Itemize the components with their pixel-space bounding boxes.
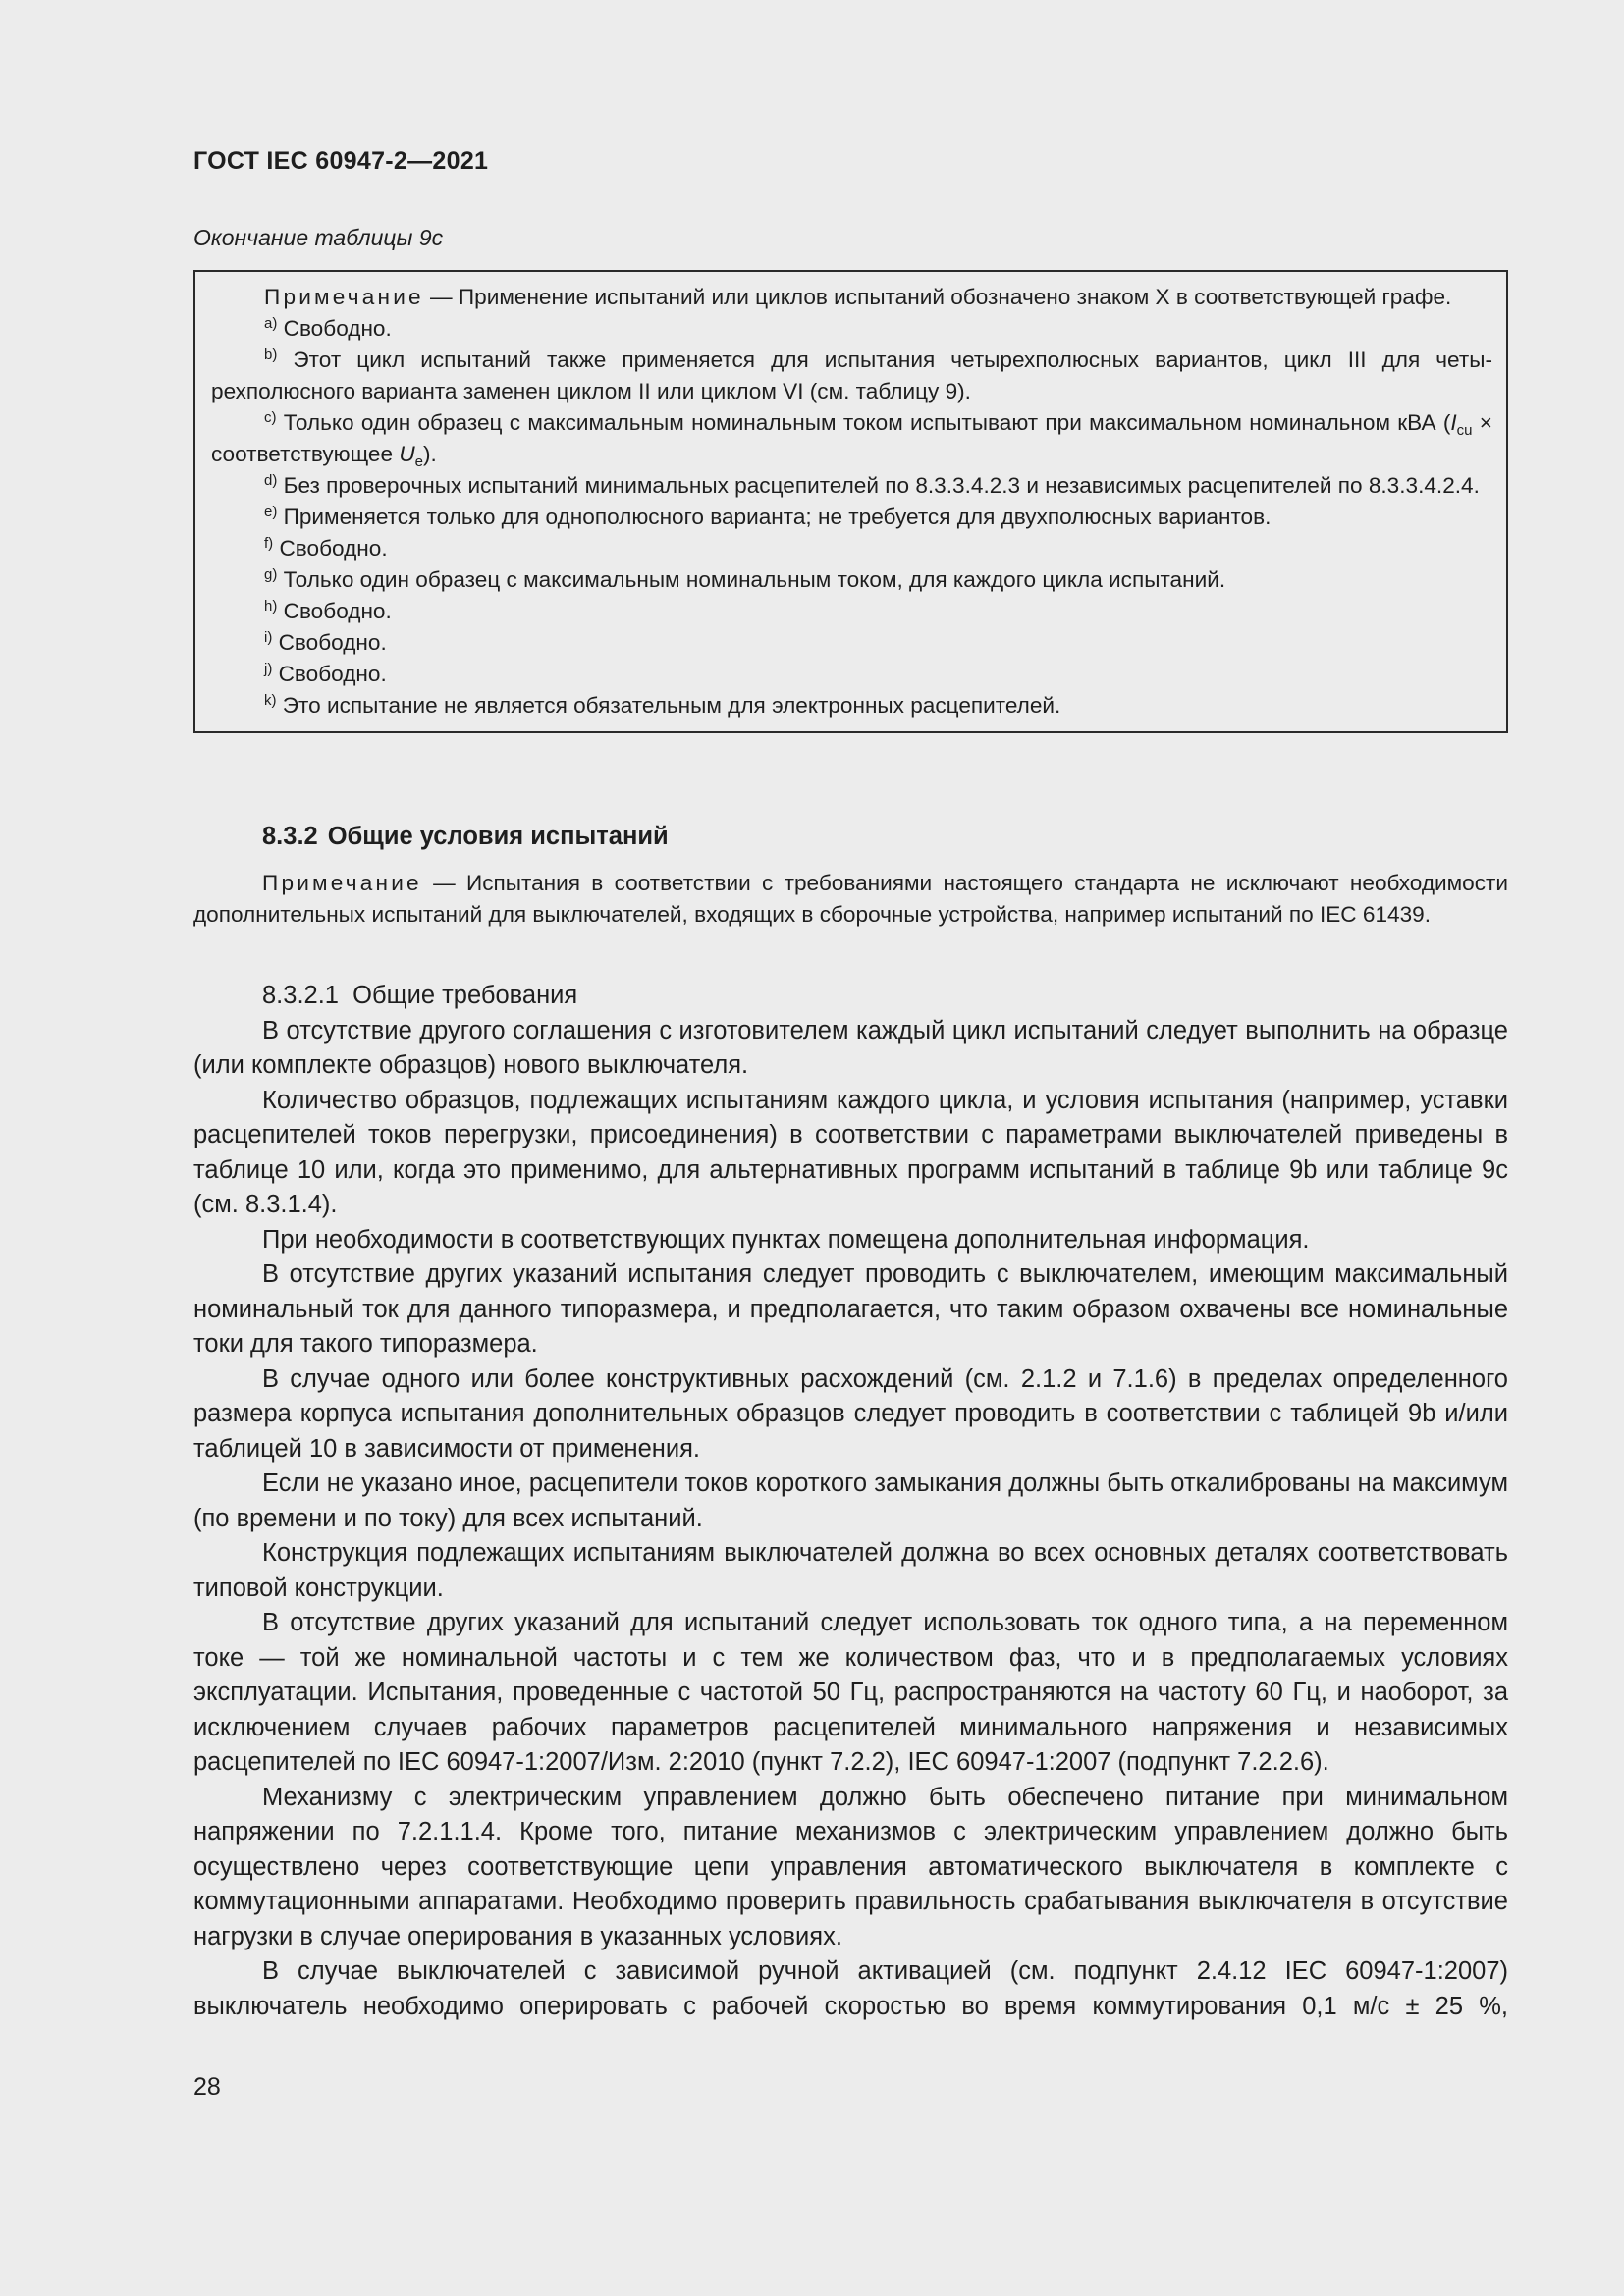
note-label: Примечание <box>264 285 424 309</box>
table-note <box>211 282 1492 313</box>
icu-subscript: cu <box>1456 422 1473 439</box>
footnote-j <box>211 659 1492 690</box>
footnote-text: Свободно. <box>272 662 387 686</box>
footnote-text: Свободно. <box>272 630 387 655</box>
subsection-title: Общие требования <box>352 982 578 1009</box>
paragraph: В отсутствие других указаний для испытаний следует использовать ток одного типа, а на переменном токе — той же номинальной частоты и с тем же количеством фаз, что и в предполагаемых условиях эксплуатации. Испытания, проведенные с частотой 50 Гц, распространяются на частоту 60 Гц, и наоборот, за исключением случаев рабочих параметров расцепителей минимального напряжения и независимых расцепителей по IEC 60947-1:2007/Изм. 2:2010 (пункт 7.2.2), IEC 60947-1:2007 (подпункт 7.2.2.6). <box>193 1609 1508 1776</box>
section-number: 8.3.2 <box>262 823 318 850</box>
ue-symbol: U <box>399 442 415 466</box>
page-number: 28 <box>193 2073 221 2101</box>
footnote-text: Свободно. <box>277 316 392 341</box>
paragraph: В случае выключателей с зависимой ручной активацией (см. подпункт 2.4.12 IEC 60947-1:2007) выключатель необходимо оперировать с рабочей скоростью во время коммутирования 0,1 м/с ± 25 %, <box>193 1957 1508 2020</box>
footnote-mark: i) <box>264 629 273 646</box>
footnote-text: Это испытание не является обязательным для электронных расцепителей. <box>276 693 1061 718</box>
footnote-text: Только один образец с максимальным номинальным током, для каждого цикла испытаний. <box>277 567 1226 592</box>
footnote-mark: g) <box>264 566 278 583</box>
table-note-box <box>193 270 1508 733</box>
footnote-mark: f) <box>264 535 274 552</box>
footnote-text: Свободно. <box>273 536 388 561</box>
table-continuation-caption: Окончание таблицы 9с <box>193 225 444 250</box>
footnote-f <box>211 533 1492 564</box>
footnote-i <box>211 627 1492 659</box>
footnote-g <box>211 564 1492 596</box>
footnote-mark: h) <box>264 598 278 614</box>
paragraph: В отсутствие другого соглашения с изготовителем каждый цикл испытаний следует выполнить на образце (или комплекте образцов) нового выключателя. <box>193 1016 1508 1079</box>
footnote-mark: a) <box>264 315 278 332</box>
footnote-d <box>211 470 1492 502</box>
note-text: — Применение испытаний или циклов испытаний обозначено знаком Х в соответствующей графе. <box>423 285 1452 309</box>
paragraph: При необходимости в соответствующих пунктах помещена дополнительная информация. <box>262 1225 1310 1254</box>
section-note <box>193 868 1508 931</box>
footnote-text: Без проверочных испытаний минимальных расцепителей по 8.3.3.4.2.3 и независимых расцепителей по 8.3.3.4.2.4. <box>277 473 1480 498</box>
footnote-mark: d) <box>264 472 278 489</box>
footnote-text: ). <box>423 442 437 466</box>
footnote-mark: k) <box>264 692 277 709</box>
paragraph: Если не указано иное, расцепители токов короткого замыкания должны быть откалиброваны на максимум (по времени и по току) для всех испытаний. <box>193 1469 1508 1532</box>
footnote-mark: c) <box>264 409 277 426</box>
note-label: Примечание <box>262 871 422 895</box>
paragraph: Количество образцов, подлежащих испытаниям каждого цикла, и условия испытания (например, уставки расцепителей токов перегрузки, присоединения) в соответствии с параметрами выключателей приведены в таблице 10 или, когда это применимо, для альтернативных программ испытаний в таблице 9b или таблице 9с (см. 8.3.1.4). <box>193 1086 1508 1218</box>
footnote-c <box>211 407 1492 470</box>
section-title: Общие условия испытаний <box>327 823 669 850</box>
note-text: — Испытания в соответствии с требованиями настоящего стандарта не исключают необходимости дополнительных испытаний для выключателей, входящих в сборочные устройства, например испытаний по IEC 61439. <box>193 871 1508 927</box>
subsection-heading <box>193 979 1508 1014</box>
footnote-text: Свободно. <box>277 599 392 623</box>
paragraph: В случае одного или более конструктивных расхождений (см. 2.1.2 и 7.1.6) в пределах определенного размера корпуса испытания дополнительных образцов следует проводить в соответствии с таблицей 9b и/или таблицей 10 в зависимости от применения. <box>193 1364 1508 1463</box>
footnote-a <box>211 313 1492 345</box>
paragraph: Механизму с электрическим управлением должно быть обеспечено питание при минимальном напряжении по 7.2.1.1.4. Кроме того, питание механизмов с электрическим управлением должно быть осуществлено через соответствующие цепи управления автоматического выключателя в комплекте с коммутационными аппаратами. Необходимо проверить правильность срабатывания выключателя в отсутствие нагрузки в случае оперирования в указанных условиях. <box>193 1783 1508 1950</box>
ue-subscript: e <box>414 454 424 470</box>
paragraph: Конструкция подлежащих испытаниям выключателей должна во всех основных деталях соответствовать типовой конструкции. <box>193 1539 1508 1602</box>
footnote-h <box>211 596 1492 627</box>
body-text <box>193 979 1508 2024</box>
footnote-mark: j) <box>264 661 273 677</box>
footnote-text: Этот цикл испытаний также применяется для испытания четырехполюсных вариантов, цикл III для четырехполюсного варианта заменен циклом II или циклом VI (см. таблицу 9). <box>211 347 1492 403</box>
paragraph: В отсутствие других указаний испытания следует проводить с выключателем, имеющим максимальный номинальный ток для данного типоразмера, и предполагается, что таким образом охвачены все номинальные токи для такого типоразмера. <box>193 1260 1508 1358</box>
footnote-e <box>211 502 1492 533</box>
document-code-header: ГОСТ IEC 60947-2—2021 <box>193 147 489 175</box>
section-heading <box>262 823 669 851</box>
footnote-b <box>211 345 1492 407</box>
footnote-text: × соответствующее <box>211 410 1492 466</box>
footnote-mark: b) <box>264 347 278 363</box>
footnote-k <box>211 690 1492 721</box>
footnote-text: Применяется только для однополюсного варианта; не требуется для двухполюсных вариантов. <box>277 505 1272 529</box>
subsection-number: 8.3.2.1 <box>262 982 339 1009</box>
footnote-text: Только один образец с максимальным номинальным током испытывают при максимальном номинальном кВА ( <box>276 410 1451 435</box>
icu-symbol: I <box>1450 410 1457 435</box>
footnote-mark: e) <box>264 504 278 520</box>
document-page <box>193 0 1508 2296</box>
